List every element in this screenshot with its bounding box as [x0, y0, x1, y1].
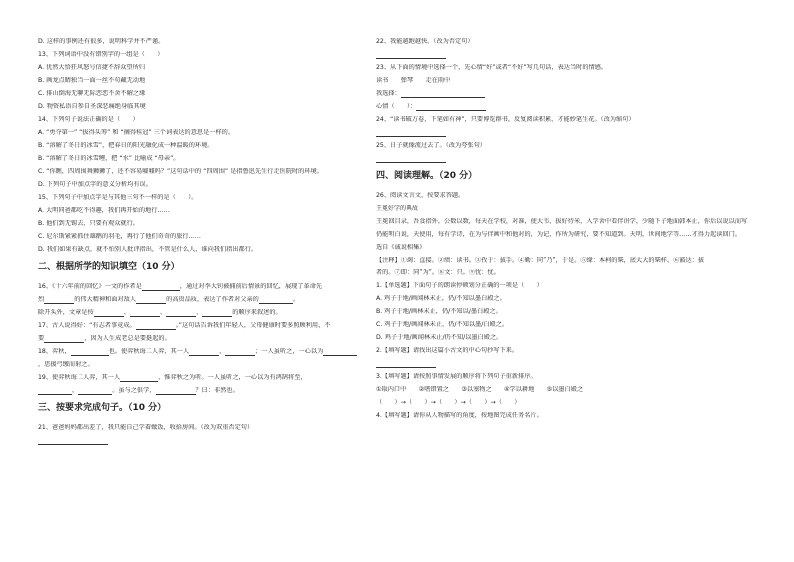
q16-blank-4[interactable]: [259, 296, 293, 304]
q23-stem: 23、从下面的情境中选择一个，先心情“好”或者“不好”写几句话，表达当时的情感。: [376, 64, 608, 71]
q24-answer-line: [376, 129, 756, 142]
section-4-title: 四、阅读理解。（20 分）: [376, 171, 478, 181]
s3-options: ①取内口中 ②嗜错置之 ③以塞物之 ④学以耕地 ⑤以墨白殿之: [376, 386, 584, 393]
q17-blank-2[interactable]: [44, 335, 84, 343]
q19-blank-3[interactable]: [78, 387, 112, 395]
q23-mood-label: 心情（ ）：: [376, 103, 417, 110]
q16-text-g: 除开头外，文章是按: [38, 309, 94, 316]
q19-text-d: 。虽与之俱学，: [112, 387, 156, 394]
q17-text-c: 要: [38, 335, 45, 342]
q23-mood-line: [376, 103, 756, 116]
q18-text-b: 也。使弈秋诲二人弈，其一人: [108, 348, 190, 355]
section-3-title: 三、按要求完成句子。（10 分）: [38, 403, 167, 413]
q18-text-e: ，思援弓缴而射之。: [38, 361, 94, 368]
q18-blank-2[interactable]: [189, 348, 219, 356]
q19-blank-1[interactable]: [120, 374, 158, 382]
q16-blank-7[interactable]: [166, 309, 196, 317]
q15-stem: 15、下列句子中加点字是与其他三句不一样的是（ ）。: [38, 194, 198, 201]
q16-blank-2[interactable]: [44, 296, 74, 304]
q23-choice-line: [376, 90, 756, 103]
q13-option-d: D. 物资私语自参自圣深恶痛绝身临其境: [38, 103, 146, 110]
q16-blank-3[interactable]: [136, 296, 166, 304]
q21-stem: 21、爸爸妈妈都出差了，我只能自己学着做饭，收拾房间。（改为双重否定句）: [38, 424, 254, 431]
q14-option-c: C. “你瞧，四周围舞狮狮了，还不容易嘘嘘吗？”这句话中的 “四周围” 是指鲁迅先生行走医院时的环境。: [38, 168, 323, 175]
passage-source: 选自《诚说相集》: [376, 244, 426, 251]
q16-text-k: 的顺序来叙述的。: [232, 309, 282, 316]
q18-blank-1[interactable]: [71, 348, 109, 356]
s2-blank[interactable]: [376, 360, 436, 368]
q17-line-2: [38, 335, 368, 348]
s1-option-a: A. 鸡子于地/画闻林未止，仍/不知以墨白殿之。: [376, 295, 506, 302]
passage-title: 王冕好学的典故: [376, 205, 419, 212]
q15-option-b: B. 他们到无锡去，只要有观众就行。: [38, 220, 139, 227]
s4-stem: 4.【填写题】请你从人物描写的角度，按地图完成任务名片。: [376, 412, 543, 419]
q14-option-a: A. “勇夺第一” “拔得头筹” 和 “摘得桂冠” 三个词表达的意思是一样的。: [38, 129, 235, 136]
q21-answer-line: [38, 437, 368, 450]
q25-blank[interactable]: [376, 155, 446, 163]
q13-option-c: C. 排山倒海无聊无际恋恋不舍不解之缘: [38, 90, 146, 97]
q16-text-j: 、: [196, 309, 203, 316]
q23-choice-label: 我选择：: [376, 90, 401, 97]
q18-text-c: ，: [219, 348, 226, 355]
q25-stem: 25、日子就像流过去了。（改为夸张句）: [376, 142, 486, 149]
s3-stem: 3.【填写题】请按照事情发展的顺序将下列句子重新排序。: [376, 373, 537, 380]
q21-blank[interactable]: [38, 437, 108, 445]
q18-blank-3[interactable]: [225, 348, 255, 356]
q16-blank-5[interactable]: [94, 309, 124, 317]
q22-stem: 22、我能越跑越快。（改为否定句）: [376, 38, 474, 45]
notes-line-1: 【注释】①竭：直接。②绩：读书。③孜于：拔手。④勤：同“乃”，于是。⑤缘：本柯的柴，底大大的柴样。⑥豁达：拔: [376, 257, 705, 264]
q15-option-a: A. 大明同爸都吃不得趣，我们再开始的地行……: [38, 207, 170, 214]
s1-option-d: D. 鸡子于地/画闻林未止/仍不知/以墨白殿之。: [376, 334, 503, 341]
q16-text-d: 的伟大精神和面对敌人: [74, 296, 137, 303]
q24-blank[interactable]: [376, 129, 446, 137]
q16-text-c: 烈: [38, 296, 45, 303]
q16-text-h: 、: [123, 309, 130, 316]
q17-line-1: [38, 322, 368, 335]
q23-choice-blank[interactable]: [401, 90, 485, 98]
q14-stem: 14、下列句子说法正确的是（ ）: [38, 116, 139, 123]
q13-option-b: B. 画龙点睛独当一面一丝不苟藏无动地: [38, 77, 146, 84]
q19-line-1: [38, 374, 368, 387]
q19-text-e: ？曰：非然也。: [195, 387, 239, 394]
s3-sequence[interactable]: （ ）→（ ）→（ ）→（ ）→（ ）: [376, 399, 521, 406]
q16-line-2: [38, 296, 368, 309]
q19-blank-4[interactable]: [156, 387, 196, 395]
q13-option-a: A. 优然大悟狂风怒号信捷不辞众望所归: [38, 64, 146, 71]
q22-answer-line: [376, 51, 756, 64]
q12-option-d: D. 这样的事例还有很多，说明科学并不严谨。: [38, 38, 165, 45]
s1-option-c: C. 鸡子于地/画闻林未止，仍/不知以墨/白殿之。: [376, 321, 509, 328]
q16-line-1: [38, 283, 368, 296]
right-column: [376, 38, 756, 425]
q22-blank[interactable]: [376, 51, 446, 59]
q18-blank-4[interactable]: [323, 348, 357, 356]
s1-option-b: B. 鸡子于地/画林未止，仍/不知以/墨白殿之。: [376, 308, 502, 315]
q13-stem: 13、下列词语中没有错别字的一组是（ ）: [38, 51, 164, 58]
q16-text-f: 。: [292, 296, 300, 303]
s2-answer-line: [376, 360, 756, 373]
q16-blank-1[interactable]: [142, 283, 180, 291]
q19-text-b: ，惟弈秋之为听。一人虽听之，一心以为有鸿鹄将至，: [158, 374, 307, 381]
q17-blank-1[interactable]: [136, 322, 176, 330]
s2-stem: 2.【填写题】请找出这篇小古文的中心句抄写下来。: [376, 347, 519, 354]
q26-stem: 26、阅读文言文，按要求答题。: [376, 192, 465, 199]
passage-line-2: 仍能明白说，天使用，每有学诗，在为与伴画中和他对的，为记，作所为研究，要不知道到。天明，世间地学等……才得力起读回门。: [376, 231, 742, 238]
q25-answer-line: [376, 155, 756, 168]
q19-text-c: ，: [72, 387, 79, 394]
s1-stem: 1.【单选题】下面句子的朗读停顿划分正确的一项是（ ）: [376, 282, 543, 289]
q14-option-b2: B. “溶解了冬日的冰雪鲤，把 “水” 比喻成 “母亲”。: [38, 155, 180, 162]
q15-option-d: D. 我们如果有缺点，就不怕别人批评指出，不管是什么人，谁向我们指出都行。: [38, 246, 258, 253]
passage-line-1: 王冕回目录，吾食指外，公数以数，每天在学校，对准，使大韦，拔好待米，入学舍中看伴讲学，少随下子地面韩本止，你后以说以而写: [376, 218, 748, 225]
q19-line-2: [38, 387, 368, 400]
q18-line-1: [38, 348, 368, 361]
q16-text-i: 、: [159, 309, 167, 316]
q16-text-e: 的高贵品质，表达了作者对父亲的: [166, 296, 259, 303]
q19-text-a: 19、使弈秋诲二人弈，其一人: [38, 374, 121, 381]
q16-line-3: [38, 309, 368, 322]
q23-mood-blank[interactable]: [416, 103, 486, 111]
q14-option-b1: B. “溶解了冬日的冰雪”，把春日的阳光融化成一种温暖的环境。: [38, 142, 214, 149]
left-column: [38, 38, 368, 450]
q16-blank-8[interactable]: [202, 309, 232, 317]
q17-text-d: ，因为人生成老总是要挺起的。: [84, 335, 171, 342]
q17-text-b: 。”这句话告诉我们年轻人，父母健康时要多照顾利用，不: [175, 322, 331, 329]
section-2-title: 二、根据所学的知识填空（10 分）: [38, 262, 180, 272]
q19-blank-2[interactable]: [38, 387, 72, 395]
q23-options: 读书 弹琴 走在雨中: [376, 77, 451, 84]
q15-option-c: C. 尼尔斯紧紧抓住雄鹅的羽毛，再行了他们奇奇的旅行……: [38, 233, 201, 240]
q17-text-a: 17、古人说得好：“有志者事竟成。: [38, 322, 136, 329]
q18-text-d: ；一人虽听之，一心以为: [255, 348, 324, 355]
q18-text-a: 18、弈秋，: [38, 348, 71, 355]
q24-stem: 24、“读书破万卷，下笔如有神”，只要博览群书，反复阅读积累，才能妙笔生花。（改为缩句）: [376, 116, 635, 123]
q16-blank-6[interactable]: [130, 309, 160, 317]
q16-text-a: 16、《十六年前的回忆》一文的作者是: [38, 283, 142, 290]
q16-text-b: ，通过对李大钊被捕前后情景的回忆，展现了革命先: [179, 283, 323, 290]
q18-line-2: [38, 361, 368, 374]
notes-line-2: 者的。⑦即：同“为”。⑧文：只。⑨忧：忧。: [376, 269, 500, 276]
q14-option-d: D. 下列句子中加点字的意义分析均有误。: [38, 181, 152, 188]
